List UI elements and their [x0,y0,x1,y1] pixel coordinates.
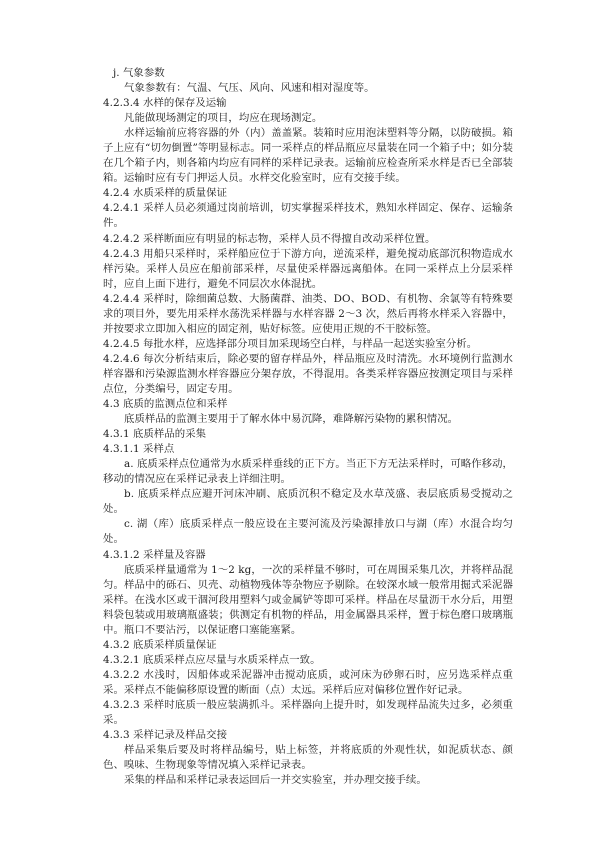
clause-paragraph: 4.3.2.2 水浅时，因船体或采泥器冲击搅动底质，或河床为砂卵石时，应另选采样点重采。采样点不能偏移原设置的断面（点）太远。采样后应对偏移位置作好记录。 [103,668,513,696]
clause-paragraph: 4.2.4.1 采样人员必须通过岗前培训，切实掌握采样技术，熟知水样固定、保存、运输条件。 [103,202,513,230]
clause-paragraph: 4.3.2 底质采样质量保证 [103,638,217,651]
document-text-column [103,66,513,788]
clause-paragraph: 4.3.2.3 采样时底质一般应装满抓斗。采样器向上提升时，如发现样品流失过多，必须重采。 [103,698,513,727]
clause-paragraph: 4.3.1.2 采样量及容器 [103,548,206,561]
body-paragraph: 样品采集后要及时将样品编号，贴上标签，并将底质的外观性状，如泥质状态、颜色、嗅味、生物现象等情况填入采样记录表。 [103,744,513,772]
clause-paragraph: 4.2.4.3 用船只采样时，采样船应位于下游方向，逆流采样，避免搅动底部沉积物造成水样污染。采样人员应在船前部采样，尽量使采样器远离船体。在同一采样点上分层采样时，应自上面下进行，避免不同层次水体混扰。 [103,247,513,290]
clause-paragraph: 4.2.3.4 水样的保存及运输 [103,97,227,110]
list-item-paragraph: b. 底质采样点应避开河床冲刷、底质沉积不稳定及水草茂盛、表层底质易受搅动之处。 [103,488,513,516]
body-paragraph: 底质样品的监测主要用于了解水体中易沉降，难降解污染物的累积情况。 [124,413,459,426]
clause-paragraph: 4.2.4.5 每批水样，应选择部分项目加采现场空白样，与样品一起送实验室分析。 [103,337,478,350]
clause-paragraph: 4.3.1.1 采样点 [103,443,175,456]
clause-paragraph: 4.3.1 底质样品的采集 [103,428,207,441]
body-paragraph: 凡能做现场测定的项目，均应在现场测定。 [124,112,323,125]
clause-paragraph: 4.2.4.4 采样时，除细菌总数、大肠菌群、油类、DO、BOD、有机物、余氯等有特殊要求的项目外，要先用采样水荡洗采样器与水样容器 2～3 次，然后再将水样采入容器中，并按要求立即加入相应的固定剂，贴好标签。应使用正规的不干胶标签。 [103,292,513,335]
list-item-paragraph: a. 底质采样点位通常为水质采样垂线的正下方。当正下方无法采样时，可略作移动，移动的情况应在采样记录表上详细注明。 [103,458,513,486]
clause-paragraph: 4.2.4 水质采样的质量保证 [103,187,228,200]
clause-paragraph: 4.3.2.1 底质采样点应尽量与水质采样点一致。 [103,653,321,666]
clause-paragraph: 4.2.4.6 每次分析结束后，除必要的留存样品外，样品瓶应及时清洗。水环境例行监测水样容器和污染源监测水样容器应分架存放，不得混用。各类采样容器应按测定项目与采样点位，分类编号，固定专用。 [103,352,513,395]
clause-paragraph: 4.3 底质的监测点位和采样 [103,398,228,411]
clause-paragraph: 4.2.4.2 采样断面应有明显的标志物，采样人员不得擅自改动采样位置。 [103,232,436,245]
body-paragraph: 底质采样量通常为 1～2 kg，一次的采样量不够时，可在周围采集几次，并将样品混匀。样品中的砾石、贝壳、动植物残体等杂物应予剔除。在较深水域一般常用掘式采泥器采样。在浅水区或干涸河段用塑料勺或金属铲等即可采样。样品在尽量沥干水分后，用塑料袋包装或用玻璃瓶盛装；供测定有机物的样品，用金属器具采样，置于棕色磨口玻璃瓶中。瓶口不要沾污，以保证磨口塞能塞紧。 [103,563,513,636]
clause-paragraph: 4.3.3 采样记录及样品交接 [103,729,228,742]
body-paragraph: 水样运输前应将容器的外（内）盖盖紧。装箱时应用泡沫塑料等分隔，以防破损。箱子上应有“切勿倒置”等明显标志。同一采样点的样品瓶应尽量装在同一个箱子中；如分装在几个箱子内，则各箱内均应有同样的采样记录表。运输前应检查所采水样是否已全部装箱。运输时应有专门押运人员。水样交化验室时，应有交接手续。 [103,127,513,185]
list-item-paragraph: c. 湖（库）底质采样点一般应设在主要河流及污染源排放口与湖（库）水混合均匀处。 [103,518,513,546]
body-paragraph: j. 气象参数 [113,67,165,79]
body-paragraph: 气象参数有：气温、气压、风向、风速和相对湿度等。 [124,82,375,95]
body-paragraph: 采集的样品和采样记录表运回后一并交实验室，并办理交接手续。 [124,774,427,787]
